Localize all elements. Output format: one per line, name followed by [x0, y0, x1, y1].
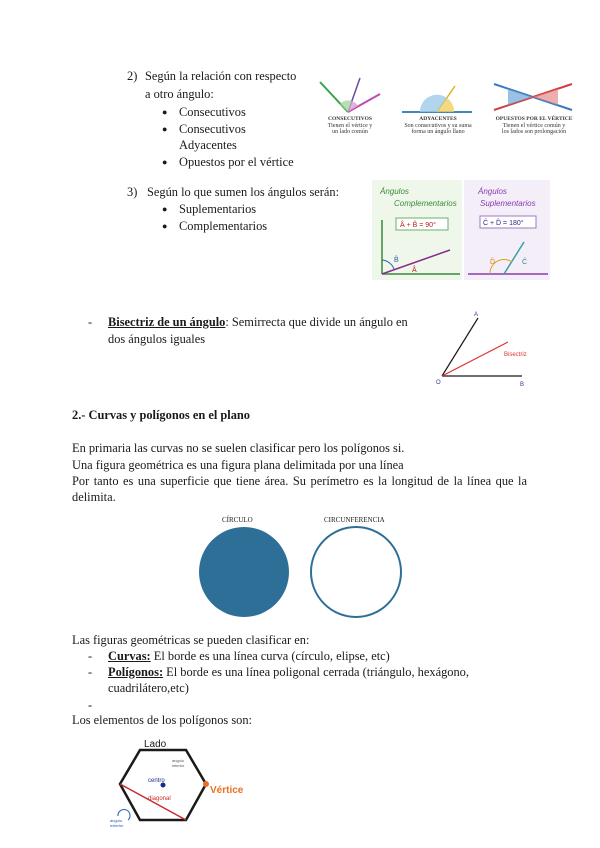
angle-caption-opuestos-2: los lados son prolongación — [501, 129, 567, 135]
comp-title2: Complementarios — [394, 199, 457, 208]
supp-title1: Ángulos — [478, 187, 507, 196]
poligonos-def-2: cuadrilátero,etc) — [108, 681, 189, 695]
angle-caption-adyacentes-2: forma un ángulo llano — [411, 129, 465, 135]
curvas-line — [108, 648, 390, 664]
supp-label-c: Ĉ — [522, 259, 528, 266]
angle-types-figure — [310, 74, 578, 138]
item2-bullet-2-cont: Adyacentes — [179, 138, 237, 152]
curvas-term: Curvas: — [108, 649, 151, 663]
hex-diagonal: diagonal — [148, 796, 171, 802]
item2-bullet-3: ● Opuestos por el vértice — [179, 154, 294, 170]
bisectriz-drawing — [430, 306, 540, 390]
hex-centro: centro — [148, 778, 165, 784]
hex-angulo-exterior-2: exterior — [110, 823, 124, 828]
section2-heading: 2.- Curvas y polígonos en el plano — [72, 408, 250, 422]
para1-line2: Una figura geométrica es una figura plana delimitada por una línea — [72, 458, 404, 472]
item2-line2: a otro ángulo: — [145, 87, 214, 101]
poligonos-term: Polígonos: — [108, 665, 164, 679]
hex-lado: Lado — [144, 739, 167, 750]
hex-angulo-interior-1: ángulo — [172, 758, 185, 763]
bisectriz-dash: - — [88, 315, 93, 329]
poligonos-dash: - — [88, 665, 93, 679]
supp-title2: Suplementarios — [480, 199, 536, 208]
bisectriz-figure — [430, 306, 540, 390]
angle-label-opuestos: OPUESTOS POR EL VÉRTICE — [495, 116, 573, 122]
circle-label: CÍRCULO — [222, 516, 253, 524]
angle-caption-consecutivos-2: un lado común — [332, 129, 368, 135]
angle-label-adyacentes: ADYACENTES — [419, 116, 457, 122]
comp-label-a: Â — [412, 267, 417, 274]
item3-number: 3) — [127, 185, 138, 199]
circumference-label: CIRCUNFERENCIA — [324, 516, 385, 524]
bisectriz-def-2: dos ángulos iguales — [108, 332, 206, 346]
comp-supp-drawing — [372, 180, 550, 280]
classify-intro: Las figuras geométricas se pueden clasificar en: — [72, 633, 310, 647]
circle-shape — [199, 527, 289, 617]
item2-bullet-2: ● Consecutivos — [179, 121, 246, 137]
angle-types-drawing — [310, 74, 578, 118]
item2-number: 2) — [127, 69, 138, 83]
angle-caption-opuestos-1: Tienen el vértice común y — [502, 123, 566, 129]
angle-caption-adyacentes-1: Son consecutivos y su suma — [404, 123, 472, 129]
poligonos-def-1: El borde es una línea poligonal cerrada (triángulo, hexágono, — [163, 665, 469, 679]
elements-intro: Los elementos de los polígonos son: — [72, 713, 252, 727]
bisectriz-def-1: : Semirrecta que divide un ángulo en — [225, 315, 408, 329]
bisectriz-label-o: O — [436, 380, 441, 386]
para1-line1: En primaria las curvas no se suelen clasificar pero los polígonos si. — [72, 441, 405, 455]
comp-formula: Â + B̂ = 90° — [400, 222, 436, 229]
angle-caption-consecutivos-1: Tienen el vértice y — [327, 123, 373, 129]
item3-bullet-2: ● Complementarios — [179, 218, 267, 234]
supp-formula: Ĉ + D̂ = 180° — [483, 220, 524, 227]
curvas-def: El borde es una línea curva (círculo, elipse, etc) — [150, 649, 390, 663]
item3-bullet-1: ● Suplementarios — [179, 201, 256, 217]
bisectriz-line1 — [108, 314, 408, 330]
hex-vertice: Vértice — [210, 785, 244, 796]
item2-bullet-1: ● Consecutivos — [179, 104, 246, 120]
poligonos-line — [108, 664, 527, 680]
comp-label-b: B̂ — [394, 257, 399, 264]
supp-label-d: D̂ — [490, 259, 496, 266]
empty-dash: - — [88, 698, 93, 712]
comp-title1: Ángulos — [380, 187, 409, 196]
circle-figures — [196, 524, 416, 620]
hex-angulo-exterior-1: ángulo — [110, 818, 123, 823]
bisectriz-label-bis: Bisectriz — [504, 352, 527, 358]
item3-line: Según lo que sumen los ángulos serán: — [147, 185, 340, 199]
hexagon-figure — [110, 738, 250, 830]
hex-angulo-interior-2: interior — [172, 763, 185, 768]
angle-label-consecutivos: CONSECUTIVOS — [328, 116, 372, 122]
comp-supp-figure — [372, 180, 550, 280]
para2: Por tanto es una superficie que tiene área. Su perímetro es la longitud de la línea que la delimita. — [72, 474, 527, 504]
bisectriz-label-b: B — [520, 382, 525, 388]
hexagon-drawing — [110, 738, 250, 830]
curvas-dash: - — [88, 649, 93, 663]
bisectriz-term: Bisectriz de un ángulo — [108, 315, 226, 329]
item2-line1: Según la relación con respecto — [145, 69, 297, 83]
circumference-shape — [311, 527, 401, 617]
bisectriz-label-a: A — [474, 312, 479, 318]
